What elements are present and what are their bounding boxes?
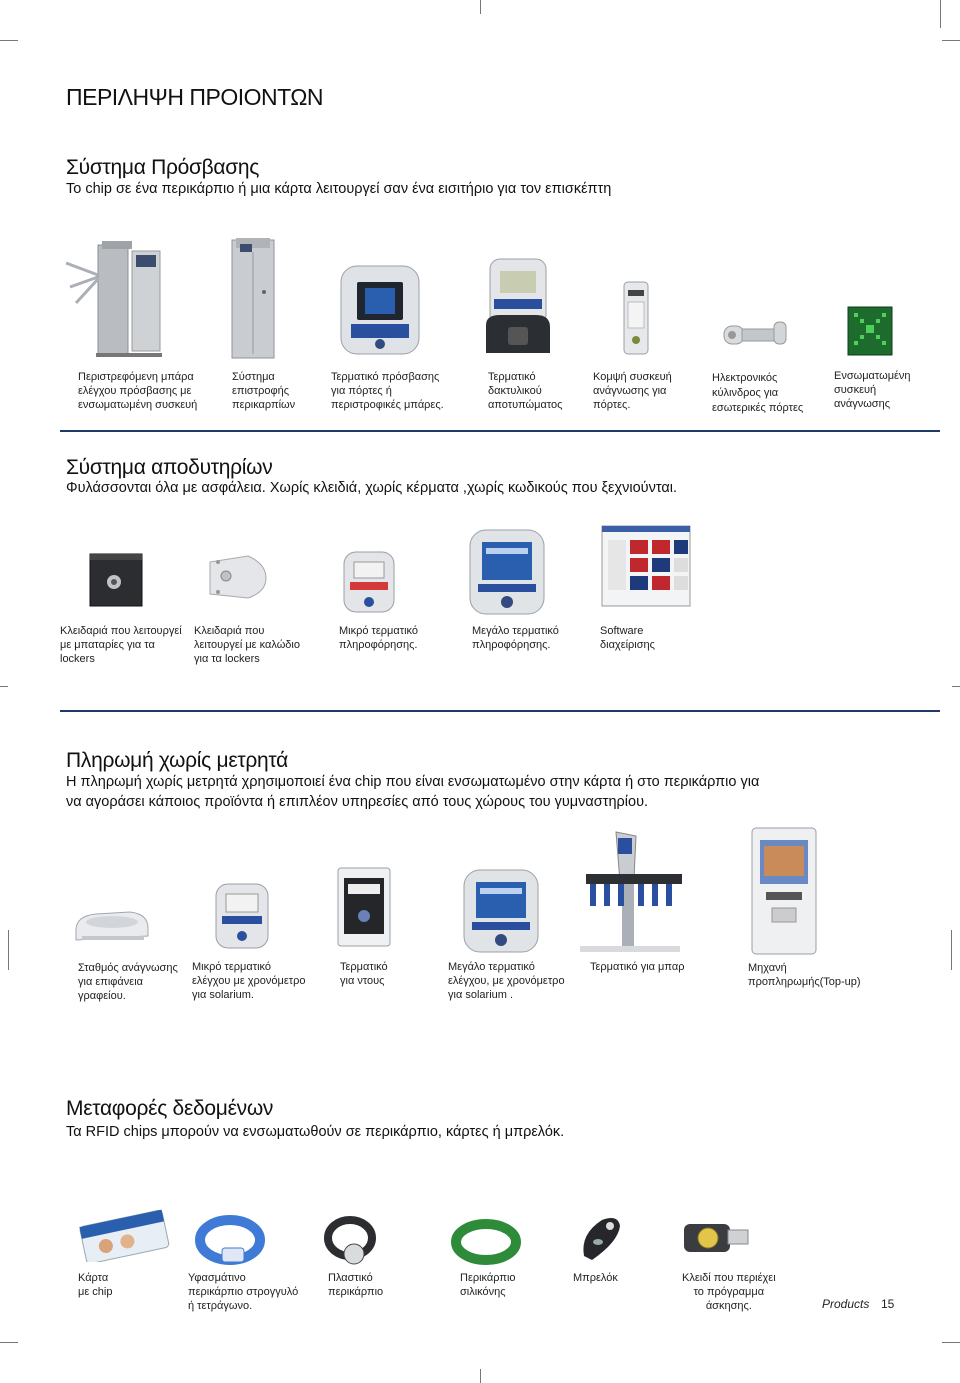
turnstile-icon [62,235,192,365]
keyfob-icon [578,1212,624,1264]
section-subtitle-transfer: Τα RFID chips μπορούν να ενσωματωθούν σε περικάρπιο, κάρτες ή μπρελόκ. [66,1124,565,1140]
section-divider [60,710,940,712]
caption-turnstile: Περιστρεφόμενη μπάρα ελέγχου πρόσβασης με ενσωματωμένη συσκευή [78,371,198,411]
section-subtitle-lockers: Φυλάσσονται όλα με ασφάλεια. Χωρίς κλειδιά, χωρίς κέρματα ,χωρίς κωδικούς που ξεχνιούνται. [66,480,677,496]
product-turnstile [62,235,192,365]
product-fingerprint-terminal [482,255,554,360]
product-door-reader [614,278,658,358]
crop-mark [0,1342,18,1343]
cable-lock-icon [204,552,272,604]
section-title-transfer: Μεταφορές δεδομένων [66,1097,274,1120]
caption-shower-terminal: Τερματικό για ντους [340,961,388,987]
crop-mark [940,0,941,28]
caption-access-terminal: Τερματικό πρόσβασης για πόρτες ή περιστροφικές μπάρες. [331,371,444,411]
caption-solarium-small: Μικρό τερματικό ελέγχου με χρονόμετρο για solarium. [192,961,306,1001]
product-desktop-reader [70,900,154,950]
page-title: ΠΕΡΙΛΗΨΗ ΠΡΟΙΟΝΤΩΝ [66,84,324,110]
caption-exercise-key: Κλειδί που περιέχει το πρόγραμμα άσκησης. [682,1272,776,1312]
silicone-wristband-icon [450,1216,522,1268]
plastic-wristband-icon [320,1214,380,1270]
product-small-info-terminal [340,548,398,616]
small-terminal-icon [340,548,398,616]
crop-mark [0,686,8,687]
product-shower-terminal [334,864,394,950]
section-subtitle-payment: Η πληρωμή χωρίς μετρητά χρησιμοποιεί ένα chip που είναι ενσωματωμένο στην κάρτα ή στο περικάρπιο για να αγοράσει κάποιος προϊόντα ή επιπλέον υπηρεσίες από τους χώρους του γυμναστηρίου. [66,774,760,810]
caption-software: Software διαχείρισης [600,625,655,651]
caption-chip-card: Κάρτα με chip [78,1272,113,1298]
product-keyfob [578,1212,624,1264]
product-access-terminal [337,262,423,358]
large-terminal-icon [466,526,548,618]
embedded-reader-icon [846,305,894,357]
product-electronic-cylinder [716,312,790,354]
crop-mark [480,1369,481,1383]
fingerprint-terminal-icon [482,255,554,360]
product-cable-lock [204,552,272,604]
product-topup-machine [744,824,824,958]
caption-large-terminal: Μεγάλο τερματικό πληροφόρησης. [472,625,559,651]
access-terminal-icon [337,262,423,358]
cylinder-icon [716,312,790,354]
caption-plastic-wristband: Πλαστικό περικάρπιο [328,1272,384,1298]
crop-mark [8,930,9,970]
caption-battery-lock: Κλειδαριά που λειτουργεί με μπαταρίες για τα lockers [60,625,182,665]
crop-mark [942,40,960,41]
product-battery-lock [84,548,152,612]
product-solarium-large [460,866,542,956]
caption-embedded-reader: Ενσωματωμένη συσκευή ανάγνωσης [834,370,911,410]
chip-card-icon [74,1208,174,1262]
crop-mark [0,40,18,41]
caption-topup-machine: Μηχανή προπληρωμής(Top-up) [748,962,861,988]
caption-keyfob: Μπρελόκ [573,1272,618,1284]
crop-mark [952,686,960,687]
desktop-reader-icon [70,900,154,950]
crop-mark [942,1342,960,1343]
solarium-small-icon [212,880,272,952]
door-reader-icon [614,278,658,358]
caption-cylinder: Ηλεκτρονικός κύλινδρος για εσωτερικές πόρτες [712,372,804,414]
product-exercise-key [680,1214,752,1260]
section-subtitle-access: Το chip σε ένα περικάρπιο ή μια κάρτα λειτουργεί σαν ένα εισιτήριο για τον επισκέπτη [66,181,612,197]
product-return-column [212,232,292,362]
product-solarium-small [212,880,272,952]
caption-door-reader: Κομψή συσκευή ανάγνωσης για πόρτες. [593,371,672,411]
caption-cable-lock: Κλειδαριά που λειτουργεί με καλώδιο για τα lockers [194,625,300,665]
caption-bar-tap: Τερματικό για μπαρ [590,961,685,973]
product-fabric-wristband [194,1212,266,1268]
footer-label: Products [822,1297,870,1311]
product-software-screen [600,518,692,610]
exercise-key-icon [680,1214,752,1260]
caption-desktop-reader: Σταθμός ανάγνωσης για επιφάνεια γραφείου. [78,962,178,1002]
product-bar-tap [576,826,686,956]
caption-small-terminal: Μικρό τερματικό πληροφόρησης. [339,625,419,651]
product-large-info-terminal [466,526,548,618]
caption-fingerprint-terminal: Τερματικό δακτυλικού αποτυπώματος [488,371,563,411]
section-divider [60,430,940,432]
section-title-payment: Πληρωμή χωρίς μετρητά [66,749,288,772]
crop-mark [480,0,481,14]
section-title-access: Σύστημα Πρόσβασης [66,156,260,179]
product-plastic-wristband [320,1214,380,1270]
product-silicone-wristband [450,1216,522,1268]
product-chip-card [74,1208,174,1262]
software-screen-icon [600,518,692,610]
shower-terminal-icon [334,864,394,950]
battery-lock-icon [84,548,152,612]
caption-return-column: Σύστημα επιστροφής περικαρπίων [232,371,296,411]
return-column-icon [212,232,292,362]
caption-silicone-wristband: Περικάρπιο σιλικόνης [460,1272,516,1298]
section-title-lockers: Σύστημα αποδυτηρίων [66,456,273,479]
fabric-wristband-icon [194,1212,266,1268]
caption-fabric-wristband: Υφασμάτινο περικάρπιο στρογγυλό ή τετράγωνο. [188,1272,299,1312]
product-embedded-reader [846,305,894,357]
caption-solarium-large: Μεγάλο τερματικό ελέγχου, με χρονόμετρο για solarium . [448,961,565,1001]
solarium-large-icon [460,866,542,956]
crop-mark [951,930,952,970]
bar-tap-icon [576,826,686,956]
page-number: 15 [881,1297,895,1311]
topup-machine-icon [744,824,824,958]
